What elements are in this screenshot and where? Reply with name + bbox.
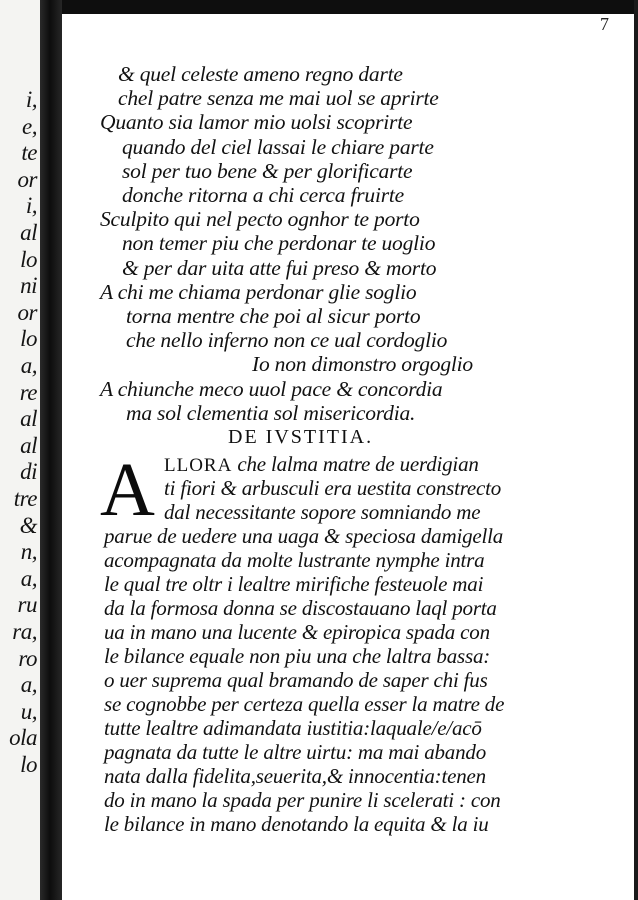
left-page-fragment: al (20, 432, 37, 458)
prose-line: nata dalla fidelita,seuerita,& innocentia:tenen (104, 764, 486, 788)
left-page-fragment: & (19, 512, 37, 538)
prose-line: ti fiori & arbusculi era uestita constrecto (164, 476, 502, 500)
prose-line: pagnata da tutte le altre uirtu: ma mai abando (104, 740, 486, 764)
verse-line: & per dar uita atte fui preso & morto (122, 255, 437, 280)
left-page-fragment: a, (20, 565, 37, 591)
verse-line: A chi me chiama perdonar glie soglio (100, 279, 417, 304)
left-page-fragment: lo (20, 246, 37, 272)
left-page-fragment: di (20, 459, 37, 485)
verse-line: quando del ciel lassai le chiare parte (122, 134, 434, 159)
left-page-fragment: al (20, 220, 37, 245)
left-page-edge (0, 0, 40, 900)
prose-line: le bilance equale non piu una che laltra bassa: (104, 644, 491, 668)
left-page-fragment: n, (20, 539, 37, 565)
left-page-fragment: te (21, 140, 37, 166)
verse-line: Io non dimonstro orgoglio (252, 352, 473, 377)
verse-line: A chiunche meco uuol pace & concordia (100, 376, 443, 401)
verse-line: & quel celeste ameno regno darte (118, 62, 403, 86)
prose-line: tutte lealtre adimandata iustitia:laquale/e/acō (104, 716, 482, 740)
prose-line: ua in mano una lucente & epiropica spada con (104, 620, 490, 644)
left-page-fragment: tre (13, 486, 37, 511)
verse-line: ma sol clementia sol misericordia. (126, 400, 416, 425)
prose-line: acompagnata da molte lustrante nymphe intra (104, 548, 485, 572)
left-page-fragment: i, (25, 87, 37, 112)
left-page-fragment: ra, (12, 619, 37, 644)
prose-line: da la formosa donna se discostauano laql porta (104, 596, 497, 620)
prose-line: do in mano la spada per punire li scelerati : con (104, 788, 501, 812)
left-page-fragment: ni (20, 273, 37, 299)
verse-line: non temer piu che perdonar te uoglio (122, 231, 436, 256)
corner-mark: 7 (600, 14, 609, 34)
verse-line: Quanto sia lamor mio uolsi scoprirte (100, 110, 413, 135)
left-page-fragment: ro (18, 645, 37, 671)
left-page-fragment: al (20, 406, 37, 432)
left-page-fragment: i, (25, 193, 37, 219)
prose-line: LLORA che lalma matre de uerdigian (164, 452, 479, 476)
prose-line: dal necessitante sopore somniando me (164, 500, 481, 524)
left-page-fragment: re (19, 379, 37, 405)
verse-line: chel patre senza me mai uol se aprirte (118, 86, 439, 111)
prose-line: le qual tre oltr i lealtre mirifiche festeuole mai (104, 572, 484, 596)
prose-line: parue de uedere una uaga & speciosa damigella (104, 524, 504, 548)
left-page-fragment: a, (20, 672, 37, 698)
left-page-fragment: lo (20, 326, 37, 352)
prose-line: le bilance in mano denotando la equita & la iu (104, 812, 489, 836)
drop-cap: A (100, 448, 155, 532)
verse-line: torna mentre che poi al sicur porto (126, 304, 421, 328)
left-page-fragment: e, (22, 113, 37, 139)
verse-line: che nello inferno non ce ual cordoglio (126, 328, 448, 353)
verse-line: donche ritorna a chi cerca fruirte (122, 183, 405, 207)
left-page-fragment: ola (9, 725, 37, 751)
left-page-fragment: ru (17, 592, 37, 618)
left-page-fragment: or (17, 299, 37, 325)
left-page-fragment: a, (20, 353, 37, 378)
book-gutter (40, 0, 62, 900)
verse-line: sol per tuo bene & per glorificarte (122, 158, 413, 183)
verse-line: Sculpito qui nel pecto ognhor te porto (100, 207, 420, 232)
prose-line: o uer suprema qual bramando de saper chi fus (104, 668, 488, 692)
section-heading: DE IVSTITIA. (228, 426, 374, 448)
left-page-fragment: or (17, 166, 37, 192)
left-page-fragment: u, (20, 698, 37, 724)
prose-lead-word: LLORA (164, 455, 233, 476)
prose-line: se cognobbe per certeza quella esser la matre de (104, 692, 505, 716)
left-page-fragment: lo (20, 752, 37, 777)
